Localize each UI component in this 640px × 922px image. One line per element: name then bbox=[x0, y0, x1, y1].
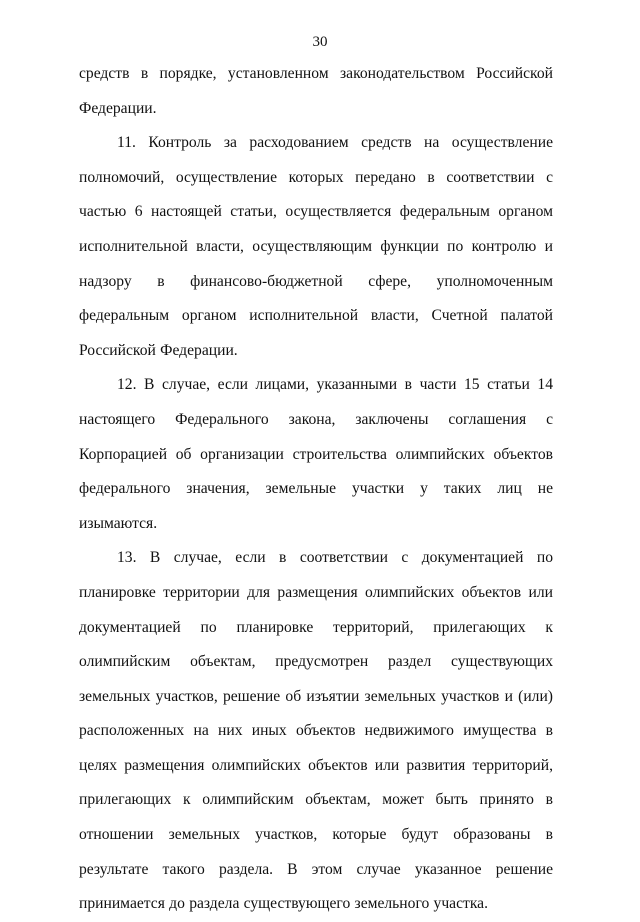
page-number: 30 bbox=[312, 34, 328, 50]
document-body bbox=[79, 57, 553, 922]
paragraph-item-11: 11. Контроль за расходованием средств на осуществление полномочий, осуществление которых передано в соответствии с частью 6 настоящей статьи, осуществляется федеральным органом исполнительной власти, осуществляющим функции по контролю и надзору в финансово-бюджетной сфере, уполномоченным федеральным органом исполнительной власти, Счетной палатой Российской Федерации. bbox=[79, 134, 553, 359]
paragraph-item-13: 13. В случае, если в соответствии с документацией по планировке территории для размещения олимпийских объектов или документацией по планировке территорий, прилегающих к олимпийским объектам, предусмотрен раздел существующих земельных участков, решение об изъятии земельных участков и (или) расположенных на них иных объектов недвижимого имущества в целях размещения олимпийских объектов или развития территорий, прилегающих к олимпийским объектам, может быть принято в отношении земельных участков, которые будут образованы в результате такого раздела. В этом случае указанное решение принимается до раздела существующего земельного участка. bbox=[79, 549, 553, 913]
paragraph-item-12: 12. В случае, если лицами, указанными в части 15 статьи 14 настоящего Федерального закона, заключены соглашения с Корпорацией об организации строительства олимпийских объектов федерального значения, земельные участки у таких лиц не изымаются. bbox=[79, 376, 553, 532]
paragraph-continuation: средств в порядке, установленном законодательством Российской Федерации. bbox=[79, 65, 553, 117]
